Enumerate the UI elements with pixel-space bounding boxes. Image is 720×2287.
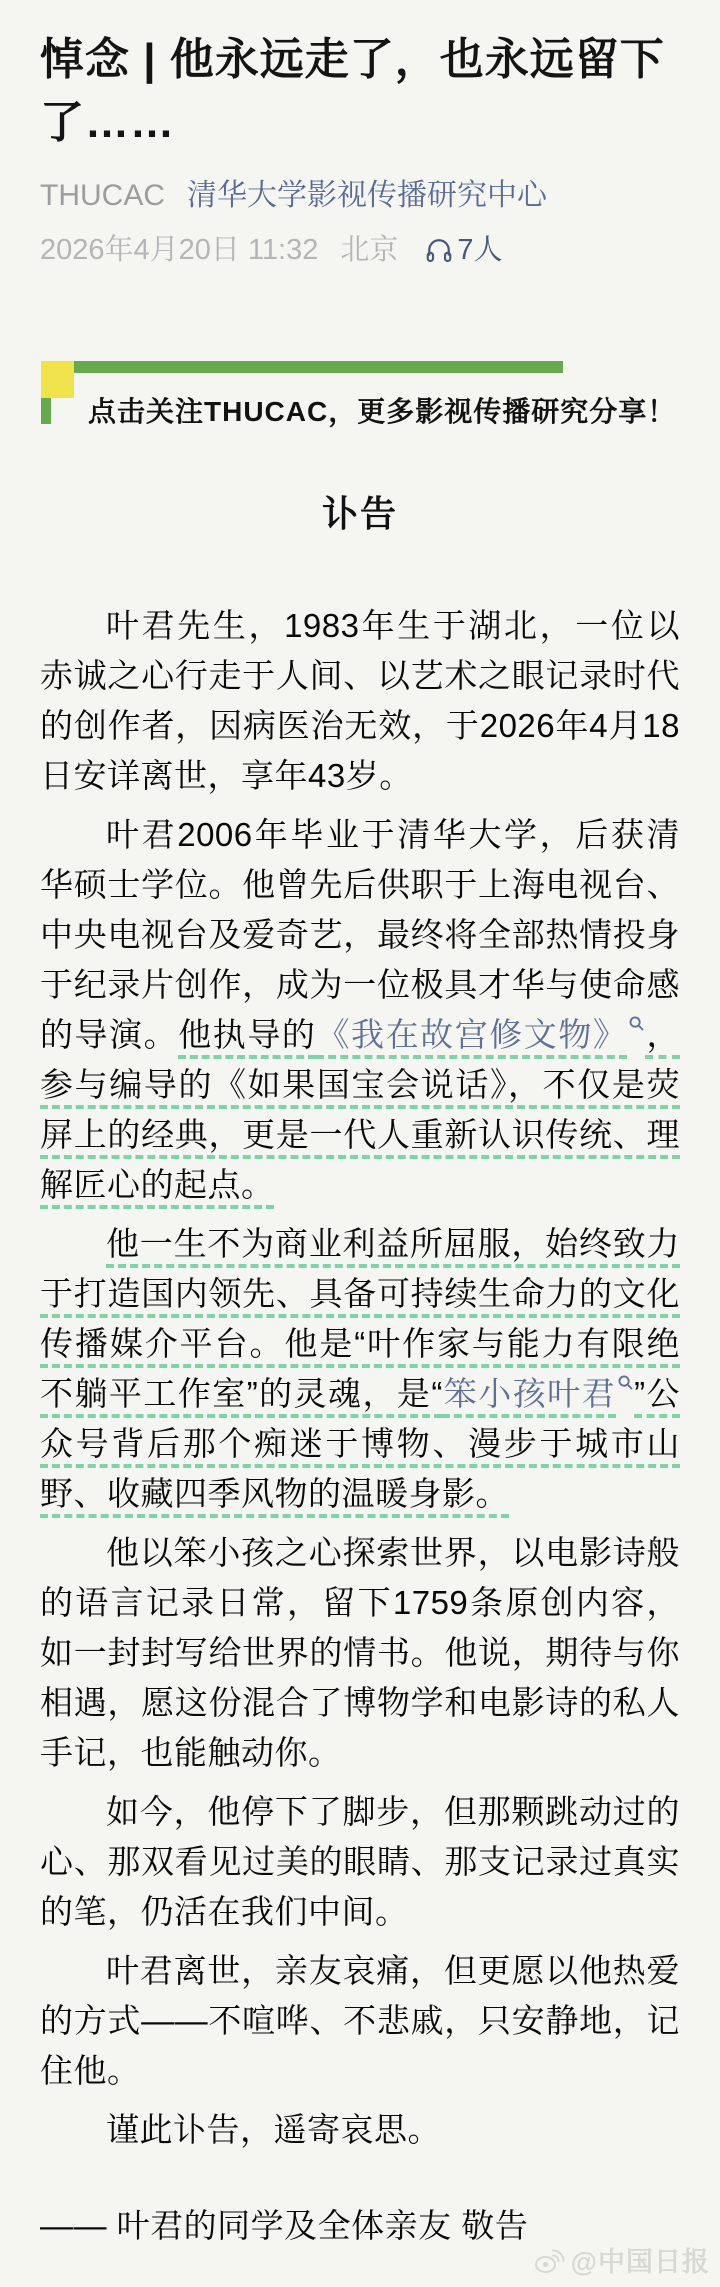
annotation-text: ”公众号背后那个痴迷于博物、漫步于城市山野、收藏四季风物的温暖身影。 (40, 1375, 681, 1512)
search-icon (617, 1374, 634, 1391)
paragraph-4 (40, 1528, 680, 1778)
banner-accent-green-tab (41, 398, 51, 424)
watermark-text: @中国日报 (570, 2247, 710, 2277)
banner-text: 点击关注THUCAC，更多影视传播研究分享！ (88, 396, 677, 427)
article-body (40, 486, 680, 2251)
paragraph-7-text: 谨此讣告，遥寄哀思。 (106, 2111, 441, 2148)
banner-accent-yellow-square (41, 361, 74, 398)
annotation-text: ，参与编导的《如果国宝会说话》，不仅是荧屏上的经典，更是一代人重新认识传统、理解匠心的起点。 (40, 1016, 681, 1203)
account-name-link[interactable]: 清华大学影视传播研究中心 (187, 179, 547, 212)
banner-accent-green-bar (74, 361, 563, 373)
annotation-text: 他执导的 (178, 1016, 317, 1053)
paragraph-5-text: 如今，他停下了脚步，但那颗跳动过的心、那双看见过美的眼睛、那支记录过真实的笔，仍活在我们中间。 (40, 1793, 680, 1930)
page-title: 悼念 | 他永远走了，也永远留下了…… (40, 35, 665, 147)
paragraph-4-text: 他以笨小孩之心探索世界，以电影诗般的语言记录日常，留下1759条原创内容，如一封封写给世界的情书。他说，期待与你相遇，愿这份混合了博物学和电影诗的私人手记，也能触动你。 (40, 1534, 680, 1771)
annotation-text: 他一生不为商业利益所屈服，始终致力于打造国内领先、具备可持续生命力的文化传播媒介平台。他是“叶作家与能力有限绝不躺平工作室”的灵魂，是“ (40, 1225, 680, 1412)
listen-count-button[interactable] (424, 232, 502, 268)
publish-date: 2026年4月20日 11:32 (40, 234, 319, 266)
search-link-film-1[interactable] (316, 1016, 645, 1053)
obituary-heading: 讣告 (321, 493, 398, 534)
account-id: THUCAC (40, 179, 165, 212)
watermark (533, 2240, 710, 2279)
signature: —— 叶君的同学及全体亲友 敬告 (40, 2207, 529, 2244)
search-link-account[interactable] (443, 1375, 634, 1412)
paragraph-1-text: 叶君先生，1983年生于湖北，一位以赤诚之心行走于人间、以艺术之眼记录时代的创作者，因病医治无效，于2026年4月18日安详离世，享年43岁。 (40, 607, 680, 794)
search-link-text: 《我在故宫修文物》 (316, 1016, 628, 1053)
headphones-icon (424, 235, 454, 265)
listen-count: 7人 (457, 234, 503, 266)
byline (40, 178, 680, 214)
search-link-text: 笨小孩叶君 (442, 1375, 617, 1412)
paragraph-6 (40, 1946, 680, 2096)
paragraph-5 (40, 1787, 680, 1937)
paragraph-3 (40, 1219, 680, 1519)
publish-meta (40, 232, 680, 268)
paragraph-1 (40, 601, 680, 801)
paragraph-2 (40, 810, 680, 1210)
dashed-annotation-2 (40, 1225, 680, 1512)
follow-banner[interactable] (40, 358, 680, 427)
paragraph-2-text: 叶君2006年毕业于清华大学，后获清华硕士学位。他曾先后供职于上海电视台、中央电视台及爱奇艺，最终将全部热情投身于纪录片创作，成为一位极具才华与使命感的导演。 (40, 816, 680, 1053)
search-icon (628, 1015, 645, 1032)
weibo-icon (533, 2244, 565, 2276)
location-label: 北京 (340, 234, 399, 266)
paragraph-6-text: 叶君离世，亲友哀痛，但更愿以他热爱的方式——不喧哗、不悲戚，只安静地，记住他。 (40, 1952, 680, 2089)
paragraph-7 (40, 2105, 680, 2155)
